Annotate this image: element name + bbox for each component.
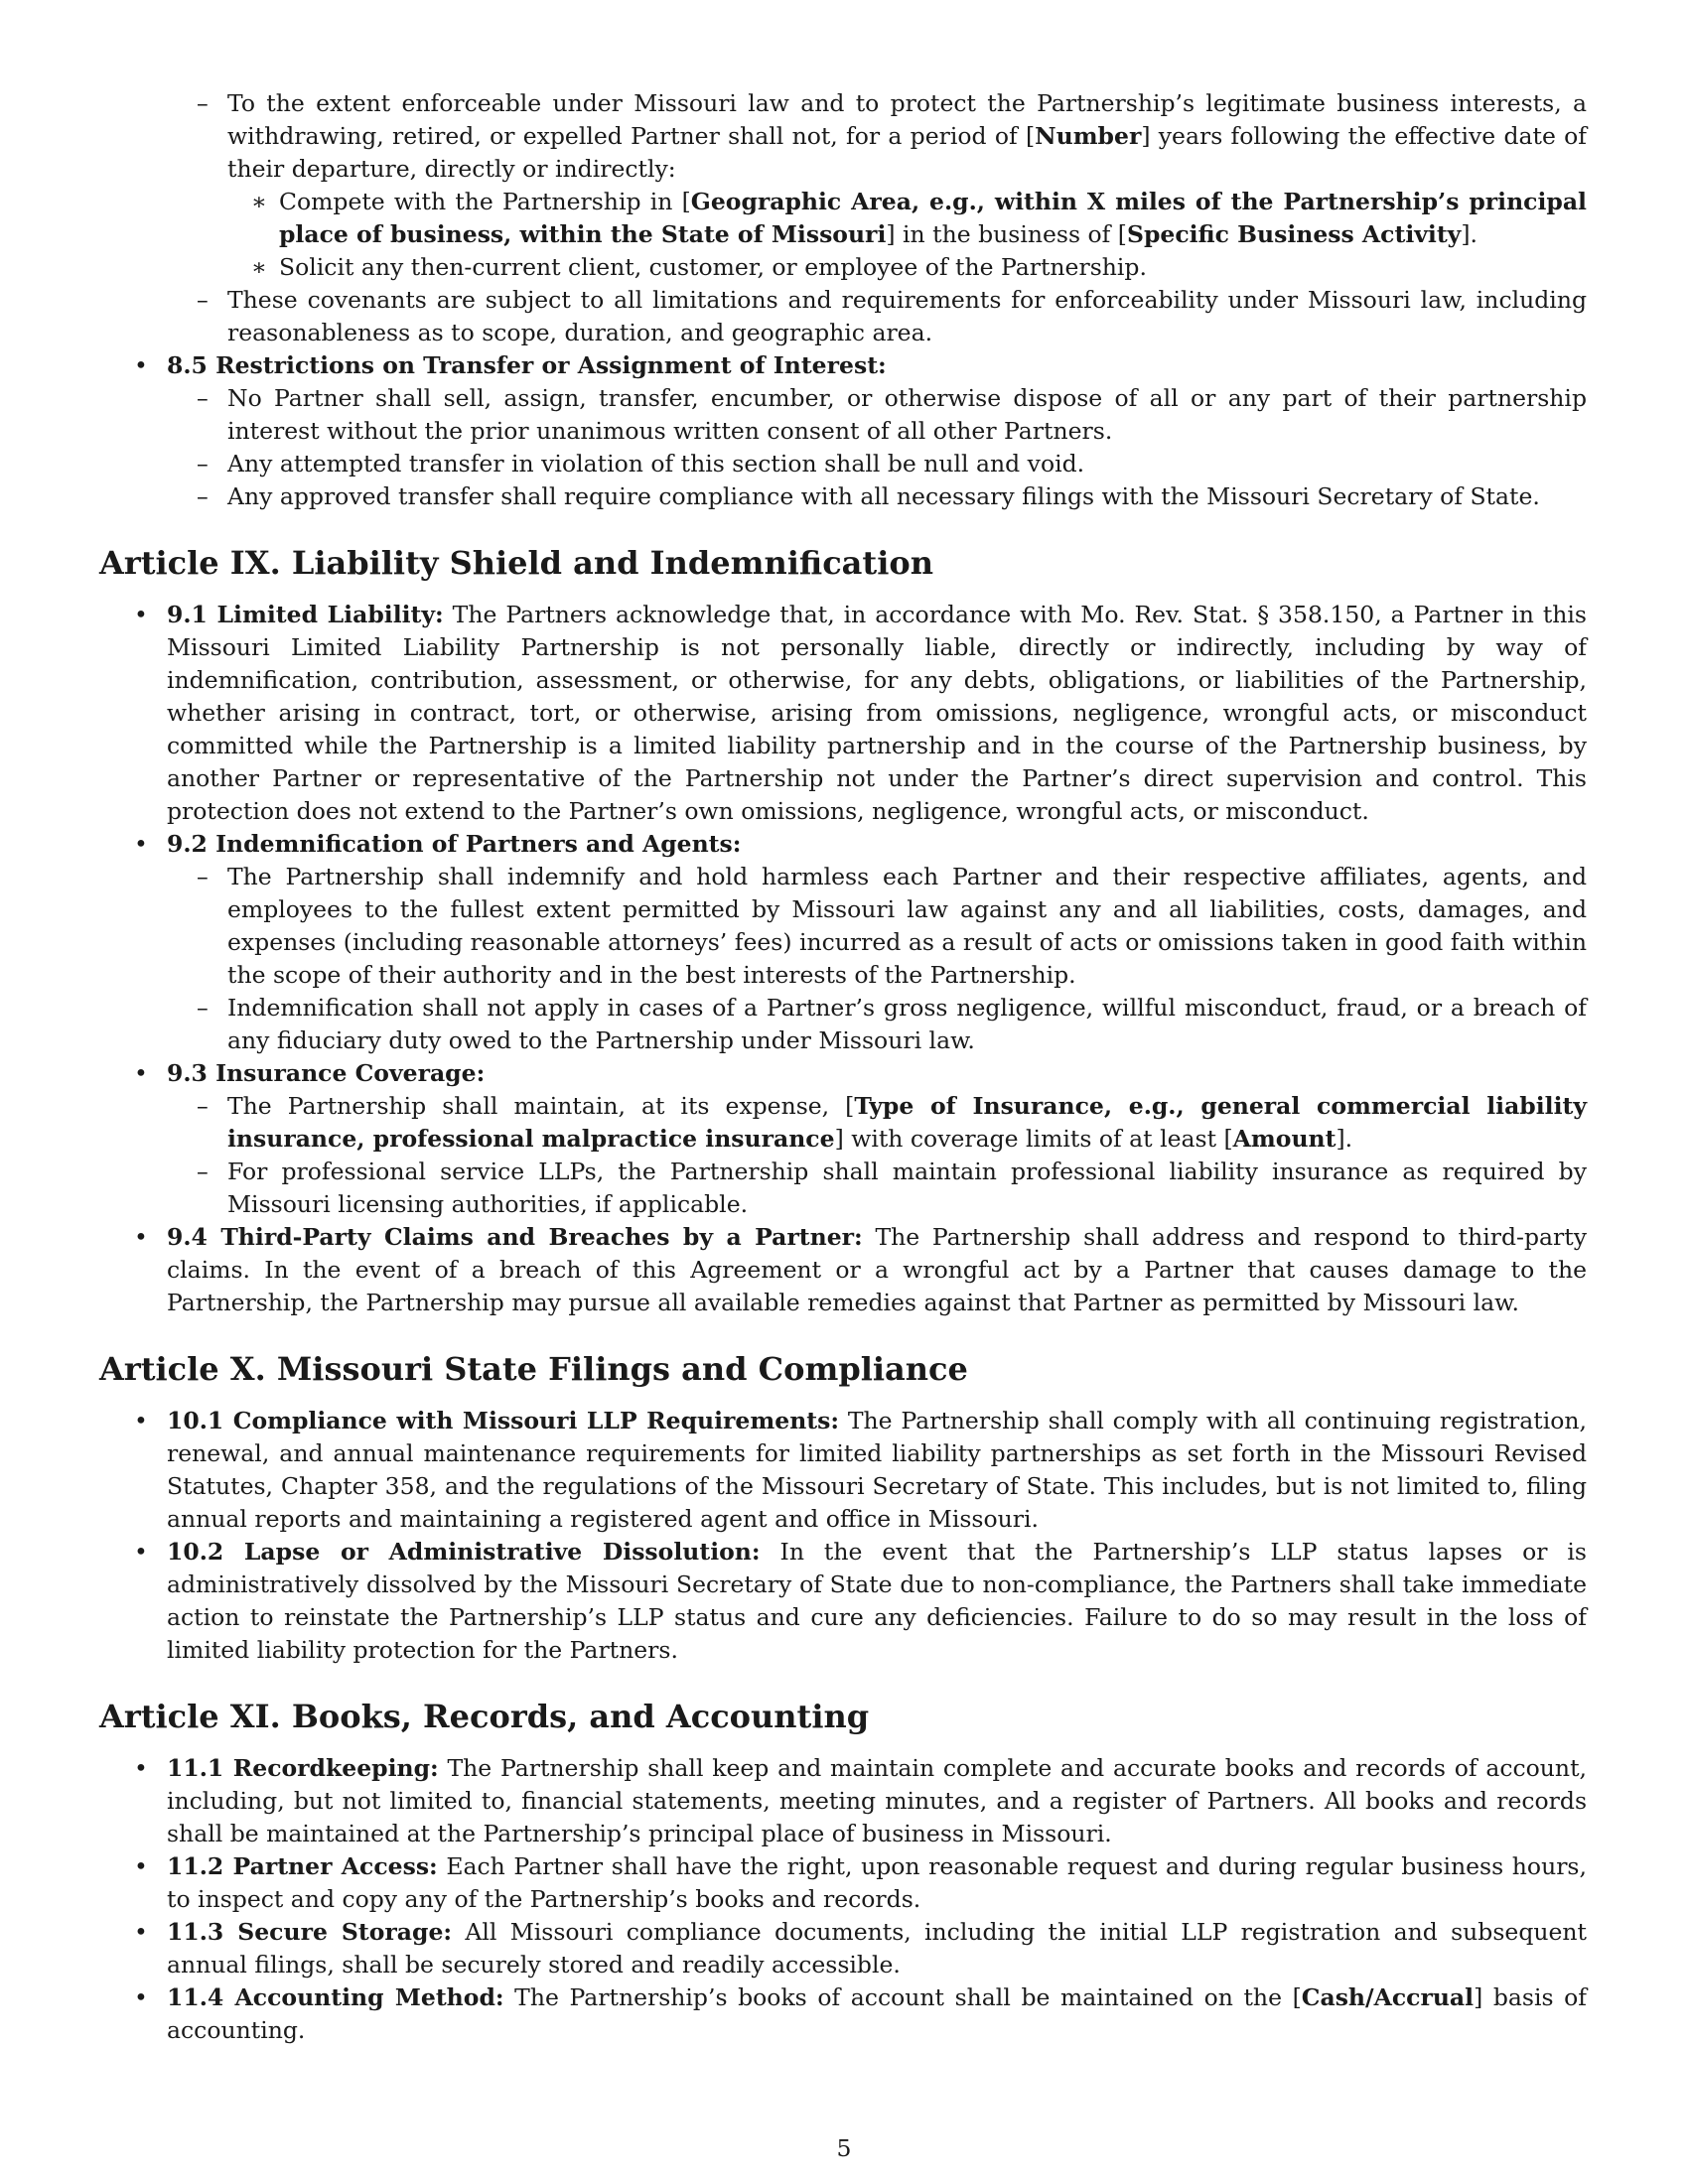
dash-marker: – bbox=[197, 384, 209, 412]
dash-marker: – bbox=[197, 1092, 209, 1120]
section-8-5 bbox=[99, 349, 1587, 382]
section-11-4: • 11.4 Accounting Method: The Partnership’s books of account shall be maintained on the [Cash/Accrual] basis of accounting. bbox=[134, 1983, 1587, 2044]
section-heading: 11.2 Partner Access: bbox=[167, 1852, 438, 1880]
dash-marker: – bbox=[197, 286, 209, 314]
bullet-marker: • bbox=[134, 830, 148, 858]
list-item bbox=[99, 284, 1587, 349]
section-9-3 bbox=[99, 1057, 1587, 1090]
star-marker: ∗ bbox=[251, 188, 267, 215]
document-page bbox=[99, 87, 1587, 2152]
bullet-marker: • bbox=[134, 351, 148, 379]
bullet-marker: • bbox=[134, 1983, 148, 2011]
section-heading: 11.3 Secure Storage: bbox=[167, 1918, 453, 1946]
section-heading: 11.4 Accounting Method: bbox=[167, 1983, 504, 2011]
article-ix-heading: Article IX. Liability Shield and Indemnification bbox=[99, 544, 933, 582]
bullet-marker: • bbox=[134, 1059, 148, 1087]
section-heading: 10.1 Compliance with Missouri LLP Requirements: bbox=[167, 1407, 840, 1434]
section-heading: 9.4 Third-Party Claims and Breaches by a Partner: bbox=[167, 1223, 863, 1251]
list-item: – Any attempted transfer in violation of this section shall be null and void. bbox=[99, 448, 1587, 480]
dash-marker: – bbox=[197, 89, 209, 117]
section-heading: 9.2 Indemnification of Partners and Agents: bbox=[167, 830, 742, 858]
section-11-1: • 11.1 Recordkeeping: The Partnership shall keep and maintain complete and accurate books and records of account, including, but not limited to, financial statements, meeting minutes, and a register of Partners. All books and records shall be maintained at the Partnership’s principal place of business in Missouri. bbox=[134, 1754, 1587, 1847]
dash-marker: – bbox=[197, 482, 209, 510]
section-11-3: • 11.3 Secure Storage: All Missouri compliance documents, including the initial LLP registration and subsequent annual filings, shall be securely stored and readily accessible. bbox=[134, 1918, 1587, 1979]
section-10-2: • 10.2 Lapse or Administrative Dissolution: In the event that the Partnership’s LLP status lapses or is administratively dissolved by the Missouri Secretary of State due to non-compliance, the Partners shall take immediate action to reinstate the Partnership’s LLP status and cure any deficiencies. Failure to do so may result in the loss of limited liability protection for the Partners. bbox=[134, 1538, 1587, 1664]
dash-marker: – bbox=[197, 863, 209, 890]
list-item: – Indemnification shall not apply in cases of a Partner’s gross negligence, willful misconduct, fraud, or a breach of any fiduciary duty owed to the Partnership under Missouri law. bbox=[197, 994, 1587, 1054]
bullet-marker: • bbox=[134, 1754, 148, 1782]
list-item bbox=[99, 186, 1587, 251]
section-9-2 bbox=[99, 828, 1587, 861]
section-10-1: • 10.1 Compliance with Missouri LLP Requirements: The Partnership shall comply with all continuing registration, renewal, and annual maintenance requirements for limited liability partnerships as set forth in the Missouri Revised Statutes, Chapter 358, and the regulations of the Missouri Secretary of State. This includes, but is not limited to, filing annual reports and maintaining a registered agent and office in Missouri. bbox=[134, 1407, 1587, 1533]
bullet-marker: • bbox=[134, 1852, 148, 1880]
bullet-marker: • bbox=[134, 1407, 148, 1434]
list-item: – The Partnership shall indemnify and hold harmless each Partner and their respective affiliates, agents, and employees to the fullest extent permitted by Missouri law against any and all liabilities, costs, damages, and expenses (including reasonable attorneys’ fees) incurred as a result of acts or omissions taken in good faith within the scope of their authority and in the best interests of the Partnership. bbox=[197, 863, 1587, 989]
section-9-4: • 9.4 Third-Party Claims and Breaches by a Partner: The Partnership shall address and respond to third-party claims. In the event of a breach of this Agreement or a wrongful act by a Partner that causes damage to the Partnership, the Partnership may pursue all available remedies against that Partner as permitted by Missouri law. bbox=[134, 1223, 1587, 1316]
article-xi-heading: Article XI. Books, Records, and Accounting bbox=[99, 1698, 870, 1735]
section-11-2: • 11.2 Partner Access: Each Partner shall have the right, upon reasonable request and during regular business hours, to inspect and copy any of the Partnership’s books and records. bbox=[134, 1852, 1587, 1913]
covenant-limitations: These covenants are subject to all limitations and requirements for enforceability under Missouri law, including reasonableness as to scope, duration, and geographic area. bbox=[227, 286, 1587, 346]
dash-marker: – bbox=[197, 994, 209, 1022]
page-number: 5 bbox=[836, 2134, 852, 2162]
section-heading: 9.1 Limited Liability: bbox=[167, 601, 444, 628]
star-marker: ∗ bbox=[251, 253, 267, 281]
bullet-marker: • bbox=[134, 1538, 148, 1566]
article-x-heading: Article X. Missouri State Filings and Compliance bbox=[99, 1350, 968, 1388]
list-item: – No Partner shall sell, assign, transfer, encumber, or otherwise dispose of all or any part of their partnership interest without the prior unanimous written consent of all other Partners. bbox=[197, 384, 1587, 445]
placeholder-geographic-area: Geographic Area, e.g., within X miles of the Partnership’s principal place of business, within the State of Missouri bbox=[279, 188, 1587, 248]
list-item bbox=[99, 87, 1587, 186]
section-heading: 11.1 Recordkeeping: bbox=[167, 1754, 439, 1782]
placeholder-insurance-type: Type of Insurance, e.g., general commercial liability insurance, professional malpractice insurance bbox=[227, 1092, 1588, 1153]
placeholder-number: Number bbox=[1035, 122, 1142, 150]
bullet-marker: • bbox=[134, 1918, 148, 1946]
compete-restriction: Compete with the Partnership in [Geographic Area, e.g., within X miles of the Partnership’s principal place of business, within the State of Missouri] in the business of [Specific Business Activity]. bbox=[279, 188, 1587, 248]
list-item: – Any approved transfer shall require compliance with all necessary filings with the Missouri Secretary of State. bbox=[99, 480, 1587, 513]
bullet-marker: • bbox=[134, 601, 148, 628]
list-item: – The Partnership shall maintain, at its expense, [Type of Insurance, e.g., general commercial liability insurance, professional malpractice insurance] with coverage limits of at least [Amount]. bbox=[197, 1092, 1588, 1153]
section-heading: 9.3 Insurance Coverage: bbox=[167, 1059, 486, 1087]
section-heading: 8.5 Restrictions on Transfer or Assignment of Interest: bbox=[167, 351, 887, 379]
placeholder-business-activity: Specific Business Activity bbox=[1126, 220, 1462, 248]
dash-marker: – bbox=[197, 1158, 209, 1185]
placeholder-amount: Amount bbox=[1232, 1125, 1336, 1153]
section-9-1: • 9.1 Limited Liability: The Partners acknowledge that, in accordance with Mo. Rev. Stat. § 358.150, a Partner in this Missouri Limited Liability Partnership is not personally liable, directly or indirectly, including by way of indemnification, contribution, assessment, or otherwise, for any debts, obligations, or liabilities of the Partnership, whether arising in contract, tort, or otherwise, arising from omissions, negligence, wrongful acts, or misconduct committed while the Partnership is a limited liability partnership and in the course of the Partnership business, by another Partner or representative of the Partnership not under the Partner’s direct supervision and control. This protection does not extend to the Partner’s own omissions, negligence, wrongful acts, or misconduct. bbox=[134, 601, 1587, 825]
list-item: – For professional service LLPs, the Partnership shall maintain professional liability insurance as required by Missouri licensing authorities, if applicable. bbox=[197, 1158, 1587, 1218]
list-item bbox=[99, 251, 1587, 284]
noncompete-clause: To the extent enforceable under Missouri law and to protect the Partnership’s legitimate business interests, a withdrawing, retired, or expelled Partner shall not, for a period of [Number] years following the effective date of their departure, directly or indirectly: bbox=[227, 89, 1587, 183]
section-heading: 10.2 Lapse or Administrative Dissolution: bbox=[167, 1538, 761, 1566]
solicit-restriction: Solicit any then-current client, customer, or employee of the Partnership. bbox=[279, 253, 1147, 281]
dash-marker: – bbox=[197, 450, 209, 478]
bullet-marker: • bbox=[134, 1223, 148, 1251]
placeholder-accounting-basis: Cash/Accrual bbox=[1301, 1983, 1475, 2011]
